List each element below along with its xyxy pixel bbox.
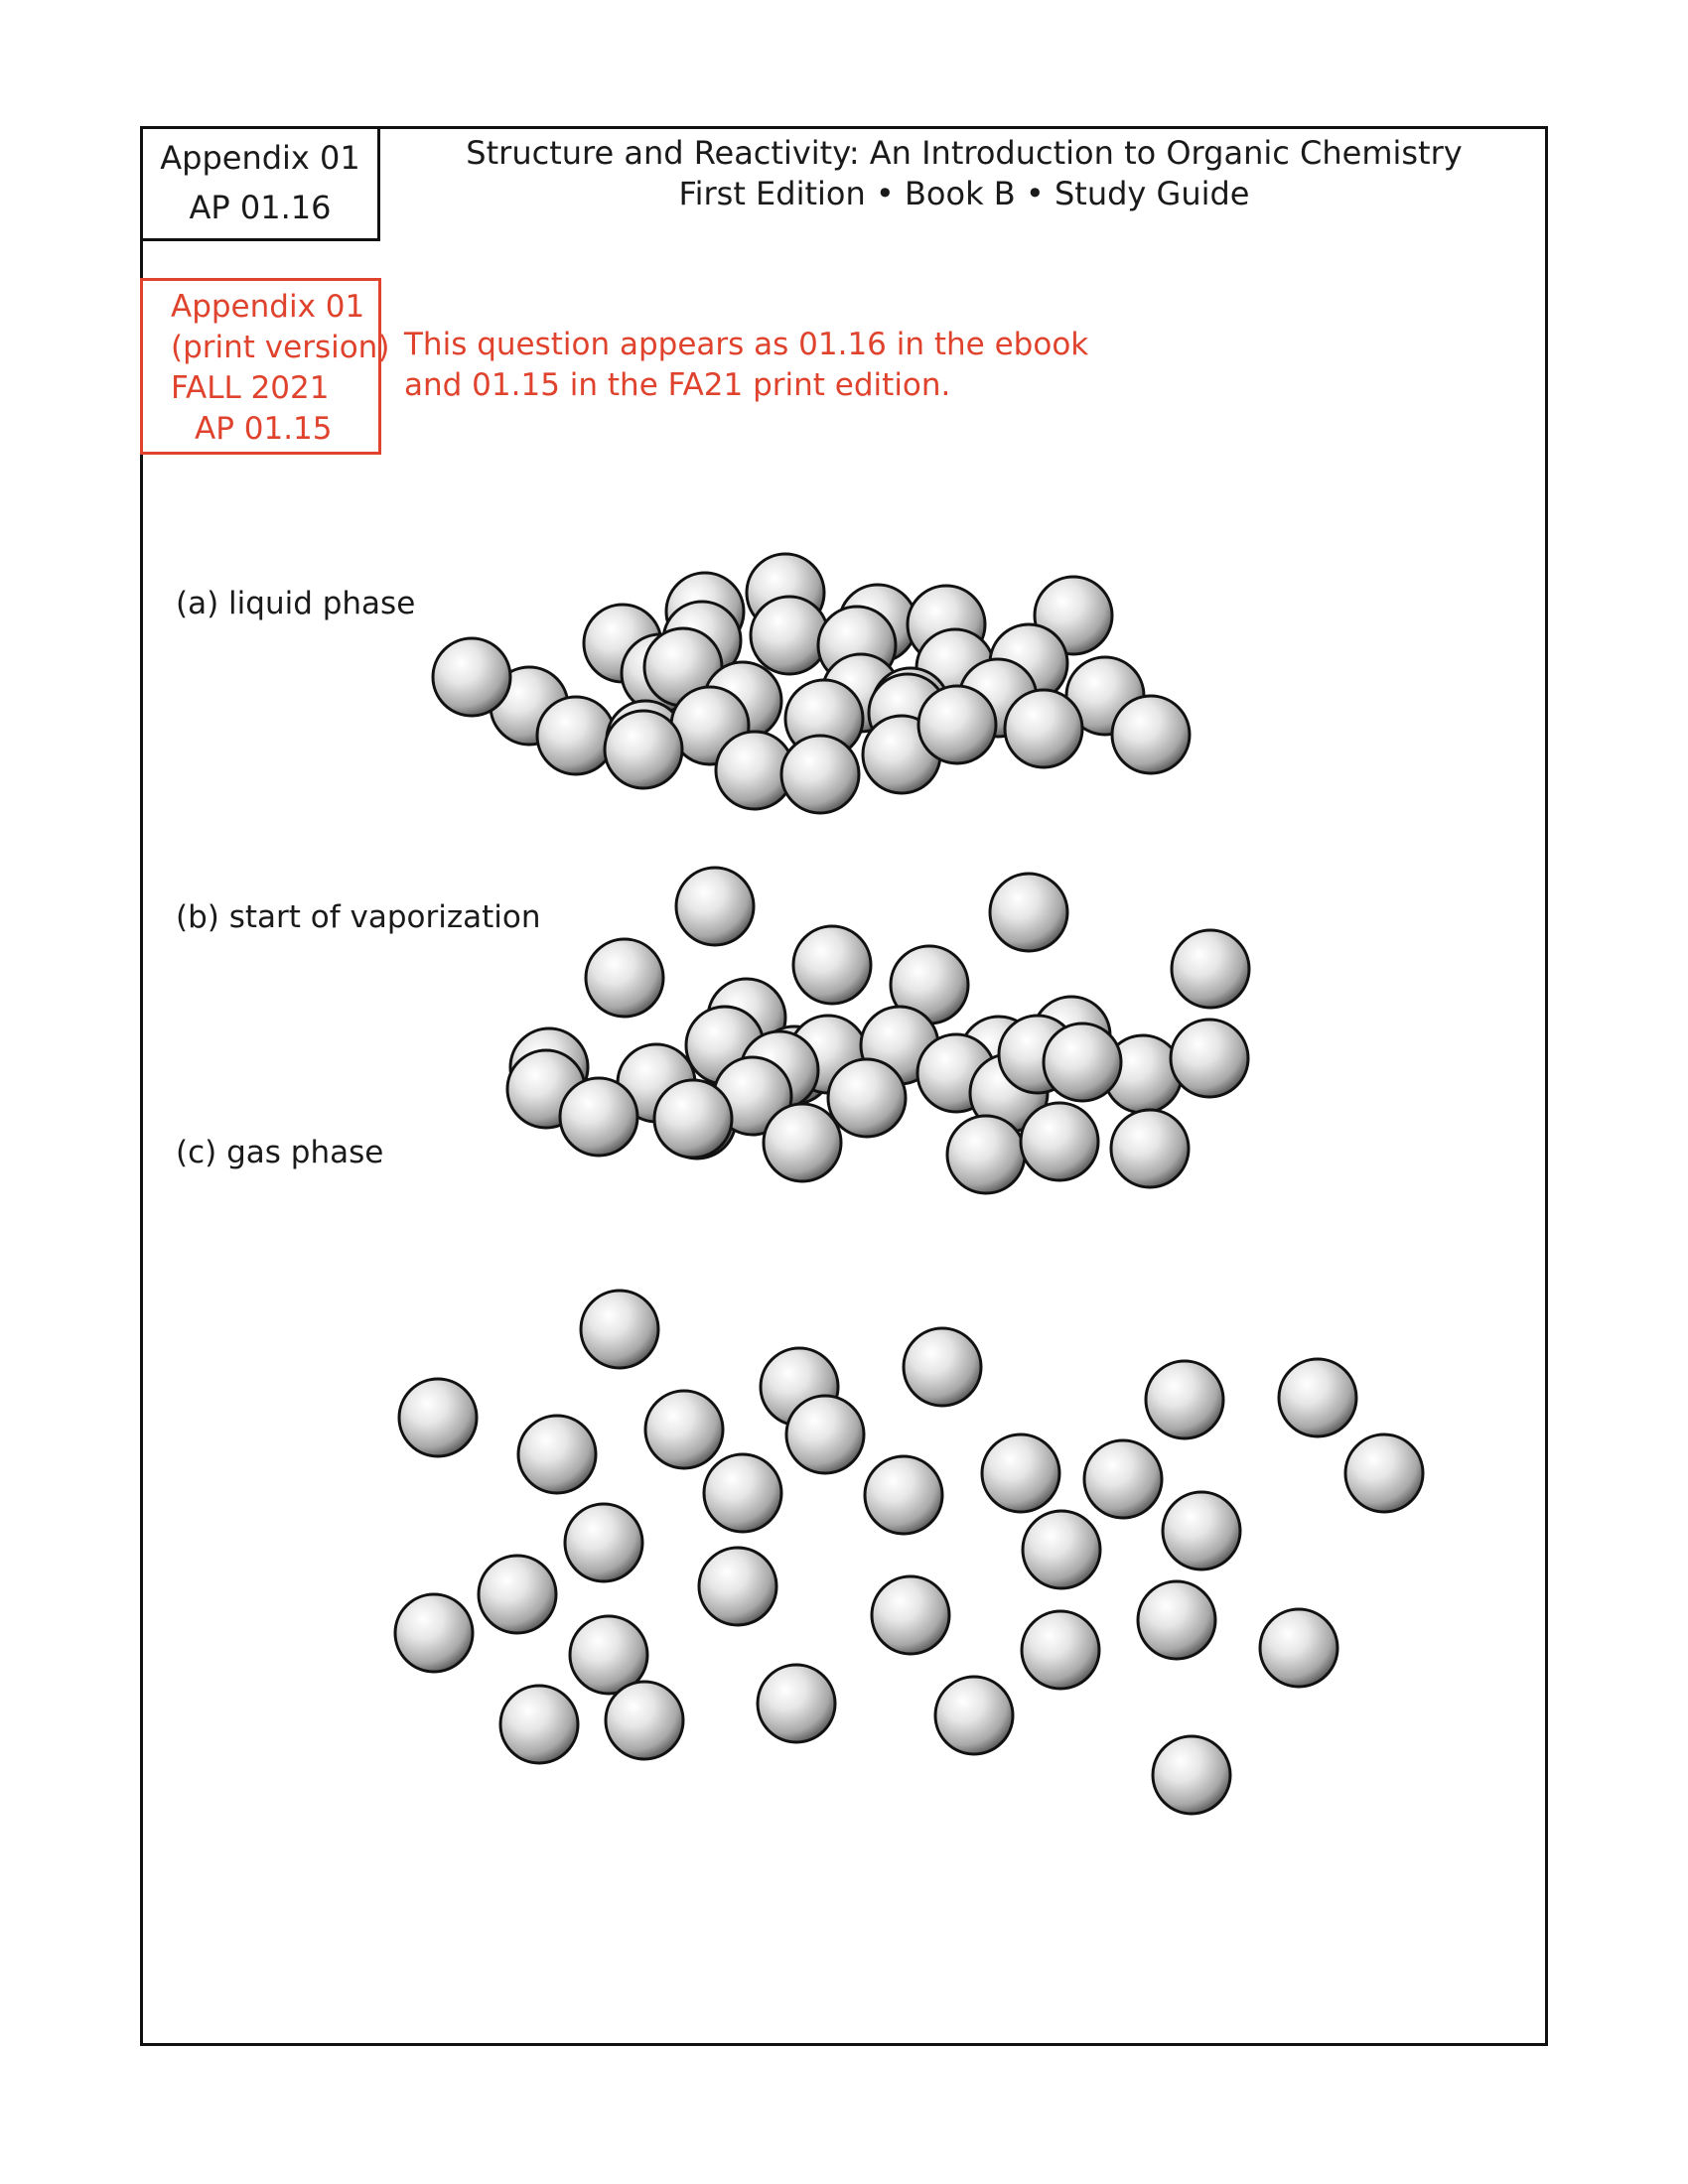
particle-sphere — [1146, 1361, 1223, 1438]
appendix-label: Appendix 01 — [160, 139, 360, 177]
particle-sphere — [605, 711, 682, 788]
particle-sphere — [581, 1291, 658, 1368]
particle-sphere — [1111, 1110, 1189, 1187]
particle-sphere — [1084, 1440, 1162, 1518]
particle-sphere — [1005, 690, 1082, 767]
particle-sphere — [828, 1059, 906, 1137]
particle-sphere — [786, 1396, 864, 1473]
particle-sphere — [1023, 1511, 1100, 1588]
particle-sphere — [935, 1677, 1013, 1754]
particle-sphere — [699, 1548, 776, 1625]
particle-sphere — [758, 1665, 835, 1742]
particle-sphere — [399, 1379, 477, 1456]
print-code-label: AP 01.15 — [195, 411, 333, 447]
print-version-label: (print version) — [171, 330, 390, 365]
particle-sphere — [518, 1416, 596, 1493]
particle-sphere — [947, 1116, 1025, 1193]
particle-sphere — [606, 1682, 683, 1759]
particle-sphere — [654, 1080, 732, 1158]
particle-sphere — [982, 1434, 1059, 1512]
particle-sphere — [872, 1576, 949, 1654]
particle-sphere — [1112, 696, 1190, 773]
appendix-code: AP 01.16 — [189, 189, 332, 226]
particle-sphere — [1153, 1736, 1230, 1814]
particle-sphere — [918, 686, 996, 763]
particle-sphere — [1279, 1359, 1356, 1436]
particle-sphere — [704, 1454, 781, 1532]
particle-sphere — [586, 939, 663, 1017]
vaporization-label: (b) start of vaporization — [176, 899, 541, 935]
particle-sphere — [433, 638, 510, 716]
particle-sphere — [781, 736, 859, 813]
gas-phase-particles — [395, 1291, 1423, 1814]
particle-sphere — [1163, 1492, 1240, 1570]
particle-sphere — [1044, 1024, 1121, 1101]
particle-sphere — [1260, 1609, 1337, 1687]
liquid-phase-label: (a) liquid phase — [176, 586, 416, 621]
particle-sphere — [479, 1556, 556, 1633]
vaporization-particles — [507, 868, 1249, 1193]
particle-sphere — [1021, 1103, 1098, 1180]
edition-note-line-1: This question appears as 01.16 in the ebook — [404, 327, 1089, 362]
liquid-phase-particles — [433, 554, 1190, 813]
book-title: Structure and Reactivity: An Introduction to Organic Chemistry — [466, 134, 1463, 172]
particle-sphere — [865, 1456, 942, 1534]
print-term-label: FALL 2021 — [171, 370, 330, 406]
particle-sphere — [904, 1328, 981, 1406]
particle-sphere — [560, 1078, 637, 1156]
particle-sphere — [1345, 1434, 1423, 1512]
book-subtitle: First Edition • Book B • Study Guide — [678, 175, 1250, 212]
particle-sphere — [565, 1504, 642, 1581]
particle-sphere — [645, 1391, 723, 1468]
particle-sphere — [990, 874, 1067, 951]
particle-sphere — [1171, 1020, 1248, 1097]
particle-sphere — [395, 1594, 473, 1672]
particle-sphere — [1022, 1611, 1099, 1689]
edition-note-line-2: and 01.15 in the FA21 print edition. — [404, 367, 951, 403]
gas-phase-label: (c) gas phase — [176, 1135, 384, 1170]
particle-sphere — [537, 697, 615, 774]
particle-sphere — [1138, 1581, 1215, 1659]
particle-sphere — [764, 1104, 841, 1181]
particle-sphere — [1172, 930, 1249, 1008]
particle-sphere — [793, 926, 871, 1004]
print-appendix-label: Appendix 01 — [171, 289, 365, 325]
particle-sphere — [751, 597, 828, 674]
particle-sphere — [500, 1686, 578, 1763]
particle-sphere — [676, 868, 754, 945]
